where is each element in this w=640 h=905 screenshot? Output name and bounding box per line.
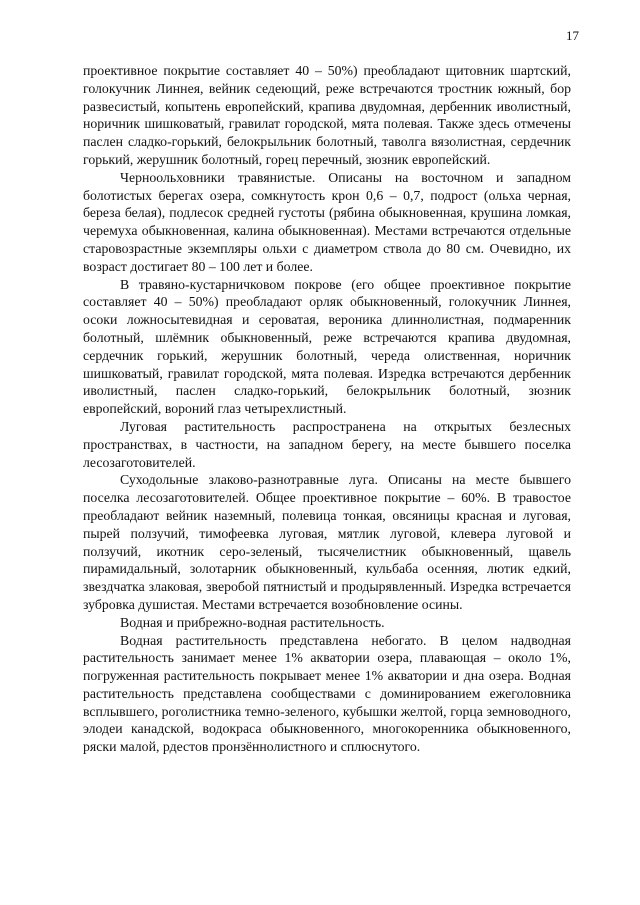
paragraph-dry-meadows: Суходольные злаково-разнотравные луга. Описаны на месте бывшего поселка лесозаготовителей. Общее проективное покрытие – 60%. В травостое преобладают вейник наземный, полевица тонкая, овсяницы красная и луговая, пырей ползучий, тимофеевка луговая, мятлик луговой, клевера луговой и ползучий, икотник серо-зеленый, тысячелистник обыкновенный, щавель пирамидальный, золотарник обыкновенный, кульбаба осенняя, лютик едкий, звездчатка злаковая, зверобой пятнистый и продырявленный. Изредка встречается зубровка душистая. Местами встречается возобновление осины. [83, 472, 571, 612]
paragraph-black-alder-forests: Черноольховники травянистые. Описаны на восточном и западном болотистых берегах озера, сомкнутость крон 0,6 – 0,7, подрост (ольха черная, береза белая), подлесок средней густоты (рябина обыкновенная, крушина ломкая, черемуха обыкновенная, калина обыкновенная). Местами встречаются отдельные старовозрастные экземпляры ольхи с диаметром ствола до 80 см. Очевидно, их возраст достигает 80 – 100 лет и более. [83, 169, 571, 274]
paragraph-shrubland-continued: проективное покрытие составляет 40 – 50%) преобладают щитовник шартский, голокучник Линнея, вейник седеющий, реже встречаются тростник южный, бор развесистый, копытень европейский, крапива двудомная, дербенник иволистный, норичник шишковатый, гравилат городской, мята полевая. Также здесь отмечены паслен сладко-горький, белокрыльник болотный, таволга вязолистная, сердечник горький, жерушник болотный, горец перечный, зюзник европейский. [83, 63, 571, 167]
page-body [83, 62, 571, 756]
paragraph-aquatic-vegetation: Водная растительность представлена небогато. В целом надводная растительность занимает менее 1% акватории озера, плавающая – около 1%, погруженная растительность покрывает менее 1% акватории и дна озера. Водная растительность представлена сообществами с доминированием ежеголовника всплывшего, роголистника темно-зеленого, кубышки желтой, горца земноводного, элодеи канадской, водокраса обыкновенного, многокоренника обыкновенного, ряски малой, рдестов пронзённолистного и сплюснутого. [83, 632, 571, 755]
paragraph-meadow-vegetation: Луговая растительность распространена на открытых безлесных пространствах, в частности, на западном берегу, на месте бывшего поселка лесозаготовителей. [83, 418, 571, 470]
page-number: 17 [566, 28, 579, 43]
paragraph-herb-shrub-cover: В травяно-кустарничковом покрове (его общее проективное покрытие составляет 40 – 50%) преобладают орляк обыкновенный, голокучник Линнея, осоки ложносытевидная и сероватая, вероника длиннолистная, подмаренник болотный, шлёмник обыкновенный, реже встречаются крапива двудомная, сердечник горький, жерушник болотный, череда олиственная, норичник шишковатый, гравилат городской, мята полевая. Изредка встречаются дербенник иволистный, паслен сладко-горький, белокрыльник болотный, зюзник европейский, вороний глаз четырехлистный. [83, 276, 571, 417]
section-heading-aquatic-vegetation: Водная и прибрежно-водная растительность. [120, 614, 385, 630]
